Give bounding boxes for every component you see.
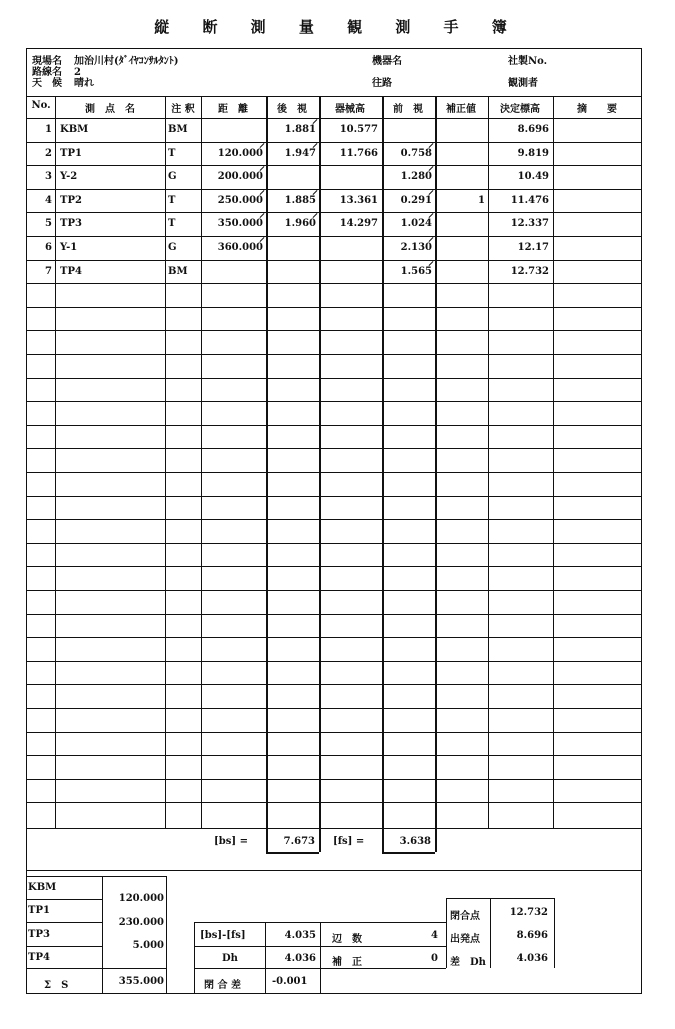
row-distance: 120.000 [217, 148, 263, 159]
check-table-left [194, 922, 195, 994]
row-divider [26, 307, 642, 308]
row-divider [26, 590, 642, 591]
start-point-label: 出発点 [450, 934, 480, 945]
fs-sum-label: [fs] = [333, 836, 365, 847]
row-backsight: 1.885 [284, 195, 316, 206]
row-instrument-height: 14.297 [339, 218, 378, 229]
dist-name-4: TP4 [28, 952, 50, 963]
closing-table-top [446, 898, 554, 899]
closing-table-left [446, 898, 447, 968]
check-table-divider [320, 922, 321, 994]
end-point-label: 閉合点 [450, 911, 480, 922]
row-no: 3 [45, 171, 52, 182]
row-divider [26, 330, 642, 331]
col-header-distance: 距 離 [218, 104, 248, 115]
row-divider [26, 448, 642, 449]
dist-total-value: 355.000 [118, 976, 164, 987]
row-divider [26, 378, 642, 379]
row-divider [26, 732, 642, 733]
correction-value: 0 [431, 953, 438, 964]
sides-label: 辺 数 [332, 934, 362, 945]
closing-table-right [554, 898, 555, 968]
row-point-name: TP1 [60, 148, 82, 159]
sum-box-side [435, 828, 437, 852]
dh-value: 4.036 [284, 953, 316, 964]
bs-sum-label: [bs] = [214, 836, 248, 847]
row-no: 7 [45, 266, 52, 277]
correction-label: 補 正 [332, 957, 362, 968]
row-elevation: 12.337 [510, 218, 549, 229]
closure-label: 閉 合 差 [204, 980, 241, 991]
instrument-label: 機器名 [372, 56, 402, 67]
row-point-name: Y-1 [60, 242, 78, 253]
row-no: 6 [45, 242, 52, 253]
row-divider [26, 260, 642, 261]
row-correction: 1 [478, 195, 485, 206]
col-header-backsight: 後 視 [277, 104, 307, 115]
direction-label: 往路 [372, 78, 392, 89]
sum-box-bottom [266, 852, 319, 854]
summary-top-divider [26, 870, 642, 871]
col-header-instrument-height: 器械高 [335, 104, 365, 115]
row-divider [26, 519, 642, 520]
row-divider [26, 543, 642, 544]
col-header-elevation: 決定標高 [500, 104, 540, 115]
row-point-name: TP2 [60, 195, 82, 206]
row-foresight: 1.280 [400, 171, 432, 182]
row-divider [26, 401, 642, 402]
observer-label: 観測者 [508, 78, 538, 89]
dh-label: Dh [222, 953, 238, 964]
row-foresight: 1.024 [400, 218, 432, 229]
dist-row-divider [26, 899, 102, 900]
row-distance: 350.000 [217, 218, 263, 229]
row-backsight: 1.881 [284, 124, 316, 135]
row-point-name: Y-2 [60, 171, 78, 182]
row-note: T [168, 148, 176, 159]
col-header-no: No. [31, 100, 51, 111]
row-divider [26, 708, 642, 709]
row-divider [26, 165, 642, 166]
row-note: G [168, 171, 177, 182]
row-divider [26, 189, 642, 190]
row-backsight: 1.947 [284, 148, 316, 159]
column-header-divider [26, 118, 642, 119]
row-divider [26, 637, 642, 638]
col-header-remarks: 摘 要 [577, 104, 617, 115]
closing-diff-value: 4.036 [516, 953, 548, 964]
row-point-name: TP4 [60, 266, 82, 277]
row-distance: 200.000 [217, 171, 263, 182]
fs-sum-value: 3.638 [399, 836, 431, 847]
dist-value-2: 230.000 [118, 917, 164, 928]
row-divider [26, 496, 642, 497]
row-point-name: TP3 [60, 218, 82, 229]
row-elevation: 10.49 [517, 171, 549, 182]
dist-value-1: 120.000 [118, 893, 164, 904]
diff-value: 4.035 [284, 930, 316, 941]
sum-box-side [319, 828, 321, 852]
row-no: 5 [45, 218, 52, 229]
site-value: 加治川村(ﾀﾞｲﾔｺﾝｻﾙﾀﾝﾄ) [74, 56, 179, 67]
dist-total-divider [26, 968, 166, 969]
dist-name-3: TP3 [28, 929, 50, 940]
row-backsight: 1.960 [284, 218, 316, 229]
column-divider [553, 96, 554, 828]
row-elevation: 12.17 [517, 242, 549, 253]
header-divider [26, 96, 642, 97]
row-divider [26, 684, 642, 685]
row-distance: 360.000 [217, 242, 263, 253]
row-divider [26, 354, 642, 355]
end-point-value: 12.732 [509, 907, 548, 918]
dist-table-top [26, 876, 166, 877]
row-no: 1 [45, 124, 52, 135]
column-divider [55, 96, 56, 828]
col-header-note: 注 釈 [171, 104, 195, 115]
dist-row-divider [26, 946, 102, 947]
row-divider [26, 566, 642, 567]
row-divider [26, 425, 642, 426]
col-header-point-name: 測 点 名 [85, 104, 135, 115]
sum-box-bottom [382, 852, 435, 854]
site-label: 現場名 [32, 56, 62, 67]
closing-table-divider [490, 898, 491, 968]
table-bottom-divider [26, 828, 642, 829]
row-no: 4 [45, 195, 52, 206]
row-note: G [168, 242, 177, 253]
diff-label: [bs]-[fs] [200, 930, 246, 941]
dist-name-2: TP1 [28, 905, 50, 916]
row-no: 2 [45, 148, 52, 159]
check-table-divider [265, 922, 266, 994]
row-elevation: 11.476 [510, 195, 549, 206]
row-divider [26, 661, 642, 662]
row-divider [26, 779, 642, 780]
dist-total-label: Σ S [44, 980, 69, 991]
row-divider [26, 614, 642, 615]
row-note: T [168, 195, 176, 206]
row-foresight: 0.291 [400, 195, 432, 206]
row-distance: 250.000 [217, 195, 263, 206]
row-elevation: 8.696 [517, 124, 549, 135]
sides-value: 4 [431, 930, 438, 941]
row-divider [26, 212, 642, 213]
row-note: T [168, 218, 176, 229]
closure-value: -0.001 [272, 976, 308, 987]
row-instrument-height: 10.577 [339, 124, 378, 135]
dist-value-3: 5.000 [132, 940, 164, 951]
maker-label: 社製No. [508, 56, 548, 67]
route-label: 路線名 [32, 67, 62, 78]
row-divider [26, 236, 642, 237]
row-foresight: 1.565 [400, 266, 432, 277]
dist-row-divider [26, 922, 102, 923]
dist-table-right [166, 876, 167, 994]
row-instrument-height: 13.361 [339, 195, 378, 206]
col-header-correction: 補正値 [446, 104, 476, 115]
row-note: BM [168, 266, 188, 277]
row-point-name: KBM [60, 124, 89, 135]
start-point-value: 8.696 [516, 930, 548, 941]
dist-table-divider [102, 876, 103, 994]
row-foresight: 2.130 [400, 242, 432, 253]
row-divider [26, 283, 642, 284]
page-title: 縦 断 測 量 観 測 手 簿 [154, 18, 521, 36]
row-divider [26, 755, 642, 756]
closing-diff-label: 差 Dh [450, 957, 486, 968]
row-divider [26, 142, 642, 143]
col-header-foresight: 前 視 [393, 104, 423, 115]
column-divider [165, 96, 166, 828]
bs-sum-value: 7.673 [283, 836, 315, 847]
dist-name-1: KBM [28, 882, 57, 893]
row-note: BM [168, 124, 188, 135]
row-divider [26, 802, 642, 803]
row-foresight: 0.758 [400, 148, 432, 159]
weather-value: 晴れ [74, 78, 94, 89]
row-elevation: 9.819 [517, 148, 549, 159]
row-divider [26, 472, 642, 473]
row-instrument-height: 11.766 [339, 148, 378, 159]
row-elevation: 12.732 [510, 266, 549, 277]
route-value: 2 [74, 67, 81, 78]
weather-label: 天 候 [32, 78, 62, 89]
